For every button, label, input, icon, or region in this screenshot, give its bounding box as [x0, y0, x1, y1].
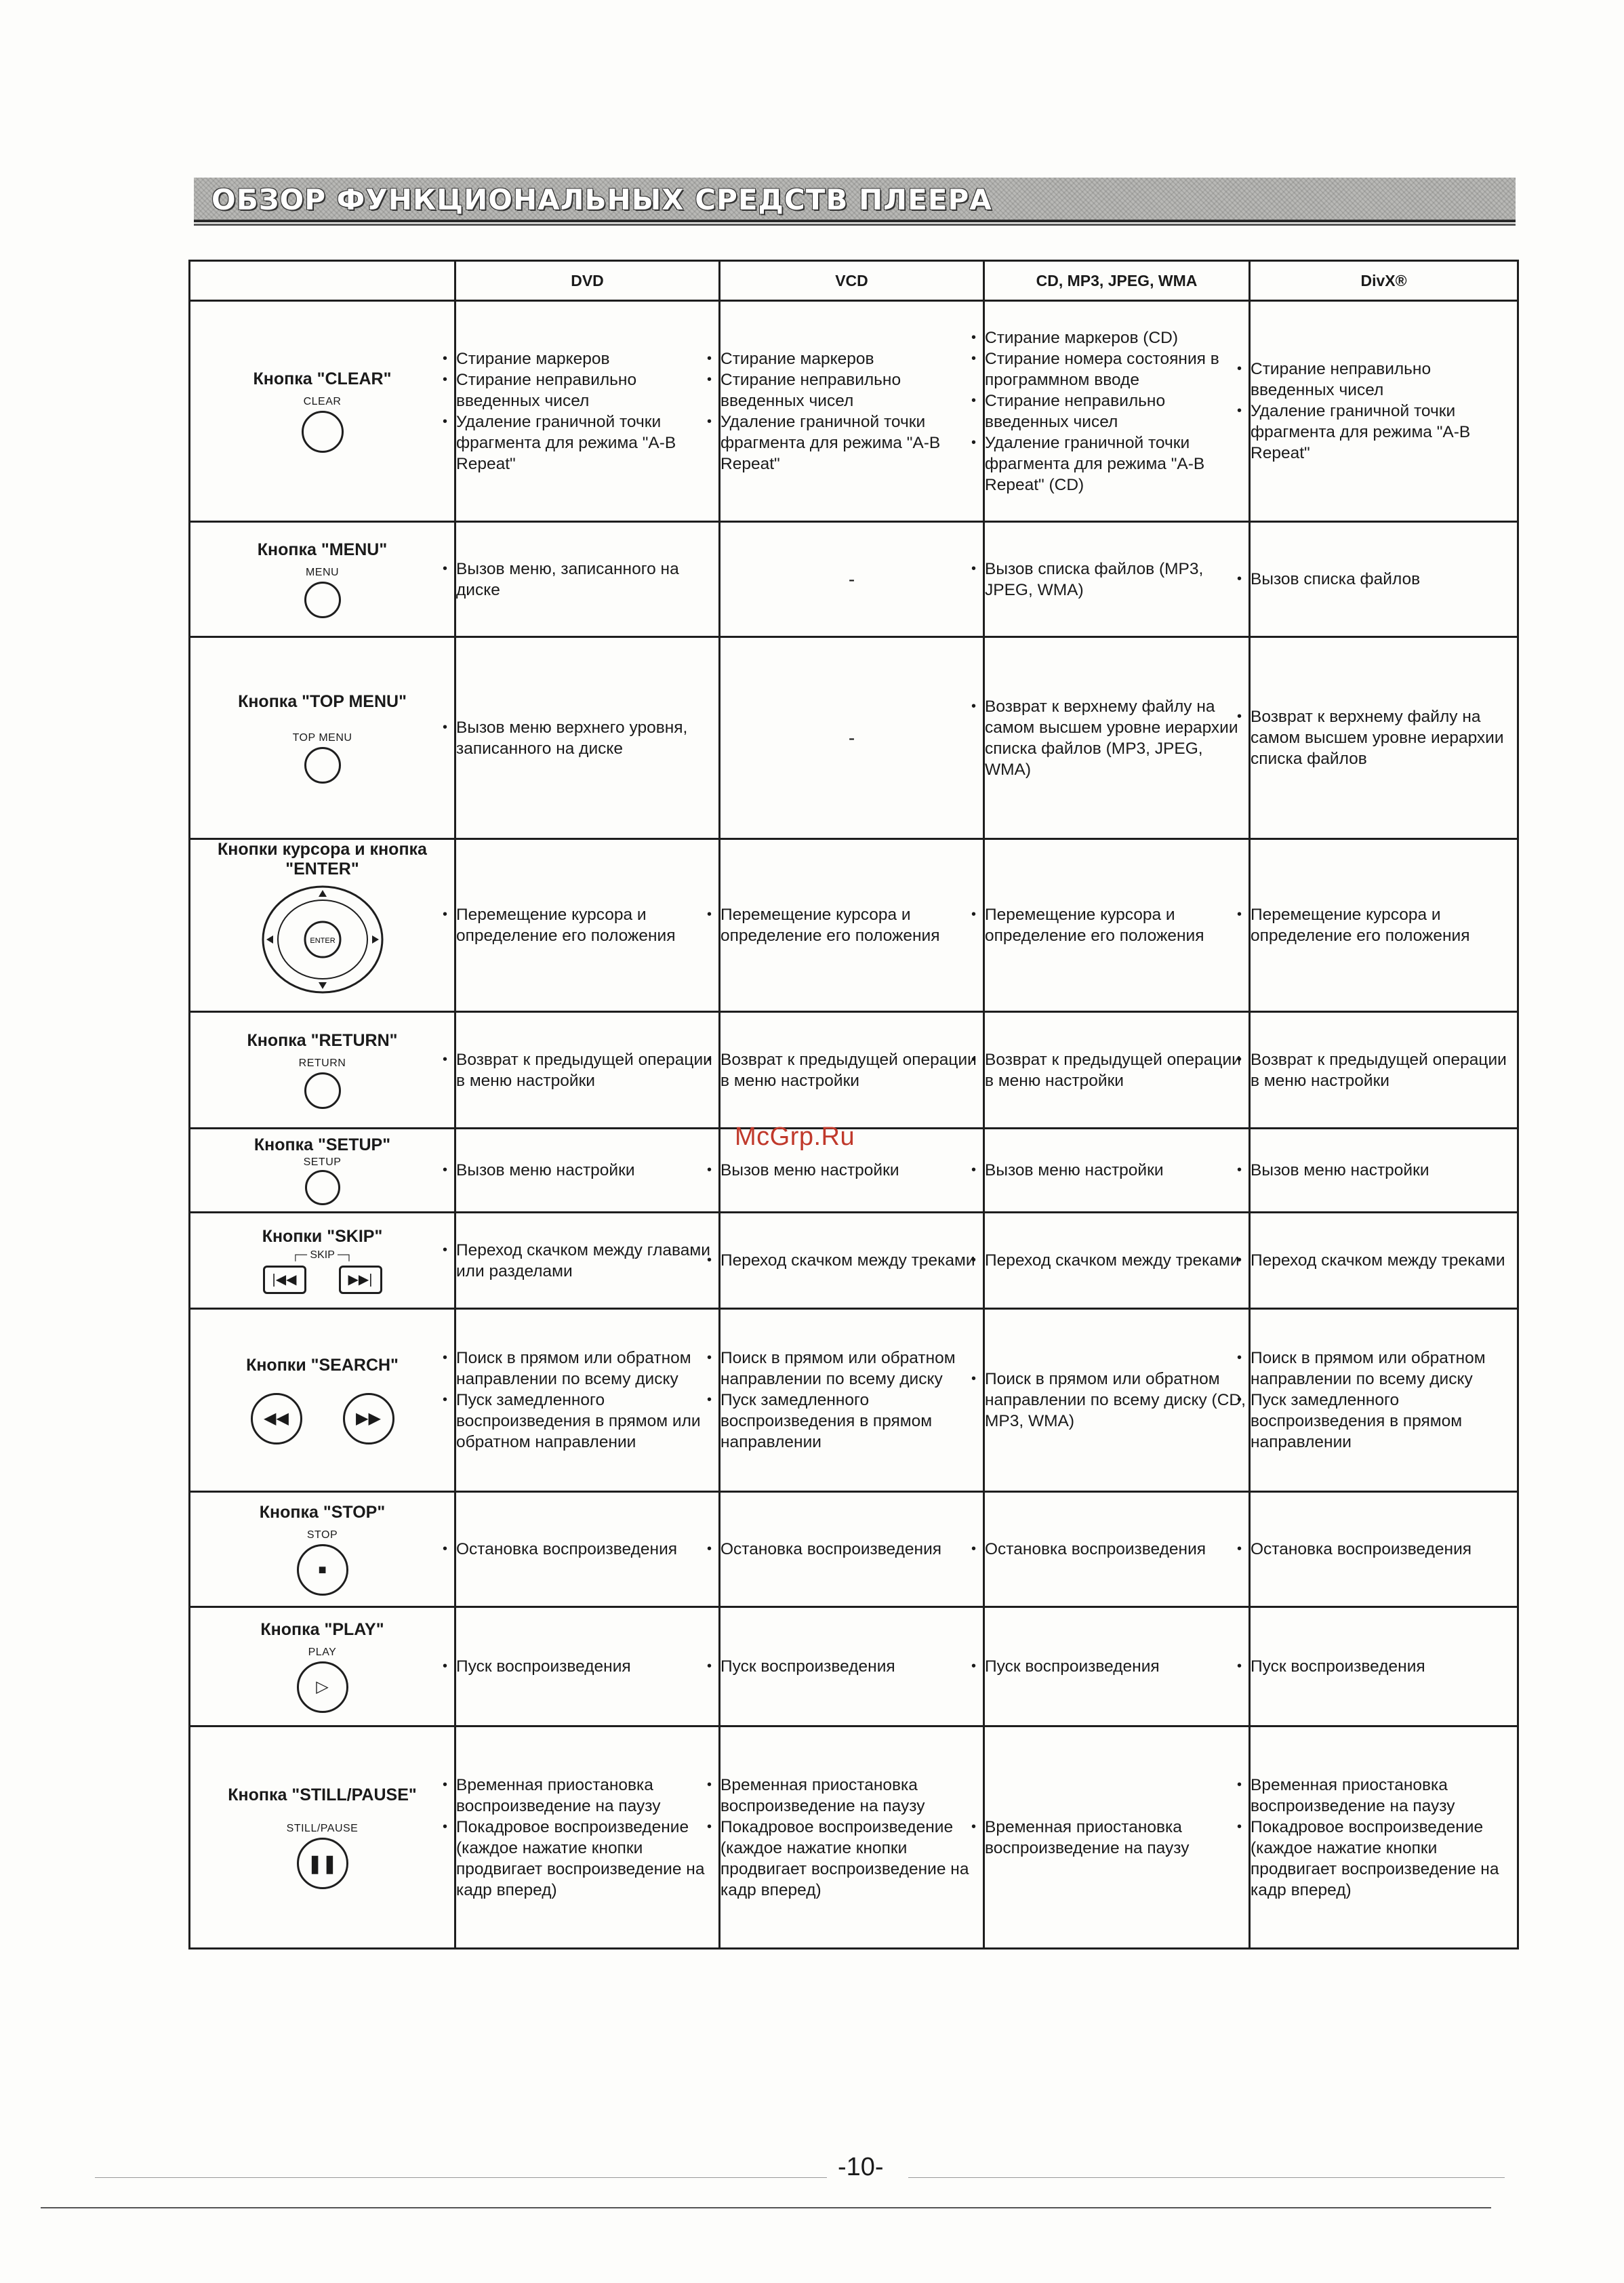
button-title: Кнопка "PLAY"	[260, 1620, 384, 1639]
play-button	[297, 1661, 348, 1713]
button-cell	[190, 1309, 455, 1492]
list-item: • Пуск воспроизведения	[985, 1656, 1249, 1677]
button-label: TOP MENU	[292, 732, 352, 744]
pause-icon: ❚❚	[307, 1853, 338, 1874]
list-item: • Остановка воспроизведения	[1251, 1539, 1517, 1560]
table-row	[190, 1607, 1518, 1726]
list-item: • Возврат к предыдущей операции в меню настройки	[1251, 1049, 1517, 1091]
button-title: Кнопка "CLEAR"	[253, 369, 392, 388]
button-title: Кнопки курсора и кнопка "ENTER"	[218, 840, 427, 878]
list-item: • Поиск в прямом или обратном направлении по всему диску	[1251, 1348, 1517, 1390]
button-cell	[190, 1726, 455, 1949]
list-item: • Перемещение курсора и определение его положения	[1251, 904, 1517, 946]
footer-rule-right	[908, 2177, 1505, 2178]
list-item: • Пуск замедленного воспроизведения в прямом или обратном направлении	[456, 1390, 718, 1453]
list-item: • Переход скачком между главами или разделами	[456, 1240, 718, 1282]
button-title: Кнопка "RETURN"	[247, 1031, 398, 1050]
column-header-vcd: VCD	[720, 261, 984, 301]
list-item: • Перемещение курсора и определение его положения	[456, 904, 718, 946]
fast-forward-icon: ▶▶	[356, 1409, 381, 1428]
list-item: • Покадровое воспроизведение (каждое нажатие кнопки продвигает воспроизведение на кадр вперед)	[1251, 1817, 1517, 1901]
search-forward-icon	[343, 1393, 394, 1444]
divx-cell	[1250, 1726, 1518, 1949]
list-item: • Возврат к предыдущей операции в меню настройки	[456, 1049, 718, 1091]
title-underline	[194, 224, 1516, 226]
table-row	[190, 1492, 1518, 1607]
list-item: • Остановка воспроизведения	[720, 1539, 983, 1560]
list-item: • Остановка воспроизведения	[456, 1539, 718, 1560]
column-header-divx: DivX®	[1250, 261, 1518, 301]
button-title: Кнопка "MENU"	[257, 540, 388, 559]
cd-cell	[984, 1129, 1250, 1213]
button-label: RETURN	[298, 1057, 346, 1069]
column-header-button	[190, 261, 455, 301]
top-menu-button-icon	[304, 747, 341, 784]
skip-bracket-label: ┌─ SKIP ─┐	[291, 1249, 353, 1261]
button-label: PLAY	[308, 1646, 337, 1658]
table-row	[190, 301, 1518, 522]
enter-key-label: ENTER	[309, 937, 336, 945]
dvd-cell	[455, 839, 720, 1012]
stop-button	[297, 1544, 348, 1596]
page-number: -10-	[838, 2153, 884, 2181]
list-item: • Временная приостановка воспроизведение на паузу	[1251, 1775, 1517, 1817]
divx-cell	[1250, 637, 1518, 839]
dvd-cell	[455, 301, 720, 522]
vcd-cell	[720, 1213, 984, 1309]
list-item: • Переход скачком между треками	[985, 1250, 1249, 1271]
vcd-cell	[720, 1607, 984, 1726]
vcd-cell	[720, 1726, 984, 1949]
cd-cell	[984, 1309, 1250, 1492]
table-row	[190, 1012, 1518, 1129]
list-item: • Вызов меню верхнего уровня, записанного на диске	[456, 717, 718, 759]
dvd-cell	[455, 637, 720, 839]
list-item: • Возврат к предыдущей операции в меню настройки	[985, 1049, 1249, 1091]
dvd-cell	[455, 1012, 720, 1129]
list-item: • Удаление граничной точки фрагмента для режима "A-B Repeat"	[1251, 401, 1517, 464]
list-item: • Возврат к верхнему файлу на самом высшем уровне иерархии списка файлов (MP3, JPEG, WMA)	[985, 696, 1249, 780]
divx-cell	[1250, 301, 1518, 522]
cd-cell	[984, 1012, 1250, 1129]
header-row	[190, 261, 1518, 301]
list-item: • Покадровое воспроизведение (каждое нажатие кнопки продвигает воспроизведение на кадр вперед)	[720, 1817, 983, 1901]
dvd-cell	[455, 1213, 720, 1309]
features-table	[188, 260, 1519, 1949]
button-cell	[190, 839, 455, 1012]
list-item: • Стирание неправильно введенных чисел	[456, 369, 718, 411]
divx-cell	[1250, 1607, 1518, 1726]
list-item: • Поиск в прямом или обратном направлении по всему диску	[720, 1348, 983, 1390]
list-item: • Покадровое воспроизведение (каждое нажатие кнопки продвигает воспроизведение на кадр вперед)	[456, 1817, 718, 1901]
cd-cell	[984, 522, 1250, 637]
list-item: • Стирание неправильно введенных чисел	[985, 390, 1249, 432]
button-cell	[190, 1012, 455, 1129]
list-item: • Временная приостановка воспроизведение на паузу	[985, 1817, 1249, 1859]
divx-cell	[1250, 1012, 1518, 1129]
vcd-cell	[720, 1492, 984, 1607]
button-label: SKIP	[310, 1249, 335, 1261]
return-button-icon	[304, 1072, 341, 1109]
skip-back-icon: |◀◀	[263, 1266, 306, 1294]
divx-cell	[1250, 1213, 1518, 1309]
footer-rule-left	[95, 2177, 827, 2178]
button-cell	[190, 1607, 455, 1726]
divx-cell	[1250, 1309, 1518, 1492]
button-title: Кнопка "TOP MENU"	[238, 692, 407, 711]
button-label: CLEAR	[303, 396, 342, 407]
title-banner	[194, 178, 1516, 222]
button-cell	[190, 1129, 455, 1213]
button-title: Кнопка "SETUP"	[253, 1135, 391, 1154]
watermark: McGrp.Ru	[735, 1123, 855, 1151]
rewind-icon: ◀◀	[264, 1409, 289, 1428]
dvd-cell	[455, 1129, 720, 1213]
cd-cell	[984, 1607, 1250, 1726]
column-header-cd-mp3-jpeg-wma: CD, MP3, JPEG, WMA	[984, 261, 1250, 301]
vcd-cell	[720, 1012, 984, 1129]
button-cell	[190, 1492, 455, 1607]
column-header-dvd: DVD	[455, 261, 720, 301]
play-icon: ▷	[316, 1678, 329, 1696]
dvd-cell	[455, 522, 720, 637]
vcd-cell	[720, 1309, 984, 1492]
divx-cell	[1250, 839, 1518, 1012]
skip-forward-icon: ▶▶|	[339, 1266, 382, 1294]
list-item: • Вызов меню, записанного на диске	[456, 559, 718, 601]
table-row	[190, 1309, 1518, 1492]
list-item: • Пуск воспроизведения	[720, 1656, 983, 1677]
list-item: • Пуск воспроизведения	[456, 1656, 718, 1677]
cd-cell	[984, 839, 1250, 1012]
button-cell	[190, 301, 455, 522]
menu-button-icon	[304, 582, 341, 618]
vcd-cell	[720, 301, 984, 522]
vcd-cell: -	[720, 522, 984, 637]
list-item: • Стирание номера состояния в программном вводе	[985, 348, 1249, 390]
divx-cell	[1250, 522, 1518, 637]
list-item: • Временная приостановка воспроизведение на паузу	[456, 1775, 718, 1817]
list-item: • Стирание неправильно введенных чисел	[720, 369, 983, 411]
table-row	[190, 637, 1518, 839]
list-item: • Возврат к верхнему файлу на самом высшем уровне иерархии списка файлов	[1251, 706, 1517, 769]
list-item: • Пуск замедленного воспроизведения в прямом направлении	[720, 1390, 983, 1453]
divx-cell	[1250, 1492, 1518, 1607]
table-row	[190, 1213, 1518, 1309]
list-item: • Вызов меню настройки	[1251, 1160, 1517, 1181]
list-item: • Стирание маркеров	[456, 348, 718, 369]
list-item: • Переход скачком между треками	[1251, 1250, 1517, 1271]
search-reverse-icon	[251, 1393, 302, 1444]
cursor-pad-icon	[258, 882, 387, 1011]
list-item: • Временная приостановка воспроизведение на паузу	[720, 1775, 983, 1817]
table-row	[190, 1726, 1518, 1949]
list-item: • Вызов меню настройки	[720, 1160, 983, 1181]
list-item: • Стирание маркеров	[720, 348, 983, 369]
stop-icon: ■	[318, 1562, 327, 1577]
list-item: • Поиск в прямом или обратном направлении по всему диску	[456, 1348, 718, 1390]
cd-cell	[984, 1726, 1250, 1949]
button-title: Кнопка "STILL/PAUSE"	[228, 1785, 417, 1804]
list-item: • Пуск замедленного воспроизведения в прямом направлении	[1251, 1390, 1517, 1453]
button-label: MENU	[305, 567, 340, 578]
list-item: • Стирание маркеров (CD)	[985, 327, 1249, 348]
list-item: • Стирание неправильно введенных чисел	[1251, 359, 1517, 401]
cd-cell	[984, 637, 1250, 839]
button-cell	[190, 1213, 455, 1309]
vcd-cell	[720, 839, 984, 1012]
button-label: STILL/PAUSE	[286, 1823, 359, 1834]
button-label: SETUP	[303, 1156, 342, 1168]
list-item: • Удаление граничной точки фрагмента для режима "A-B Repeat"	[720, 411, 983, 474]
list-item: • Перемещение курсора и определение его положения	[720, 904, 983, 946]
list-item: • Вызов списка файлов	[1251, 569, 1517, 590]
divx-cell	[1250, 1129, 1518, 1213]
vcd-cell: -	[720, 637, 984, 839]
cursor-pad-graphic	[258, 882, 387, 997]
button-title: Кнопки "SEARCH"	[246, 1356, 399, 1375]
table-row	[190, 839, 1518, 1012]
list-item: • Остановка воспроизведения	[985, 1539, 1249, 1560]
button-cell	[190, 522, 455, 637]
clear-button-icon	[302, 411, 344, 453]
list-item: • Удаление граничной точки фрагмента для режима "A-B Repeat"	[456, 411, 718, 474]
page-title: ОБЗОР ФУНКЦИОНАЛЬНЫХ СРЕДСТВ ПЛЕЕРА	[211, 183, 992, 216]
dvd-cell	[455, 1607, 720, 1726]
still-pause-button	[297, 1838, 348, 1889]
dvd-cell	[455, 1492, 720, 1607]
list-item: • Вызов списка файлов (MP3, JPEG, WMA)	[985, 559, 1249, 601]
list-item: • Удаление граничной точки фрагмента для режима "A-B Repeat" (CD)	[985, 432, 1249, 496]
list-item: • Поиск в прямом или обратном направлении по всему диску (CD, MP3, WMA)	[985, 1369, 1249, 1432]
list-item: • Перемещение курсора и определение его положения	[985, 904, 1249, 946]
table-row	[190, 522, 1518, 637]
list-item: • Переход скачком между треками	[720, 1250, 983, 1271]
dvd-cell	[455, 1726, 720, 1949]
cd-cell	[984, 1213, 1250, 1309]
list-item: • Вызов меню настройки	[985, 1160, 1249, 1181]
dvd-cell	[455, 1309, 720, 1492]
button-title: Кнопки "SKIP"	[262, 1227, 383, 1246]
list-item: • Пуск воспроизведения	[1251, 1656, 1517, 1677]
footer-rule	[41, 2207, 1491, 2208]
button-title: Кнопка "STOP"	[259, 1503, 386, 1522]
setup-button-icon	[305, 1170, 340, 1205]
button-cell	[190, 637, 455, 839]
cd-cell	[984, 1492, 1250, 1607]
list-item: • Вызов меню настройки	[456, 1160, 718, 1181]
cd-cell	[984, 301, 1250, 522]
button-label: STOP	[306, 1529, 338, 1541]
list-item: • Возврат к предыдущей операции в меню настройки	[720, 1049, 983, 1091]
